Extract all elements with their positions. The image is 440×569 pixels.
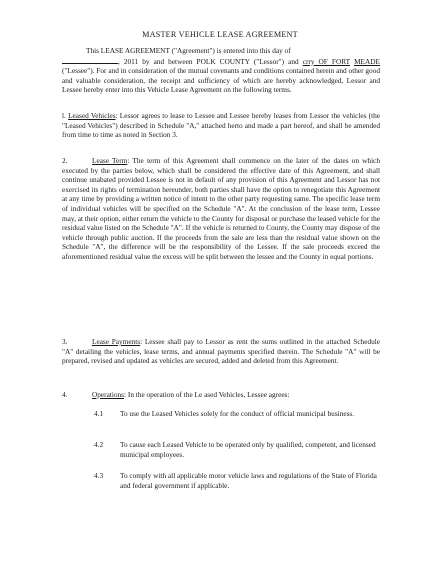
intro-text-2: , 2011 by and between POLK COUNTY ("Lessor") and — [118, 56, 299, 66]
lessee-city-line2: MEADE — [354, 56, 381, 66]
section-1-number: l. — [62, 111, 66, 120]
section-4-heading: Operations — [92, 390, 125, 399]
subsection-4-1-number: 4.1 — [94, 409, 104, 418]
section-1-heading: Leased Vehicles — [68, 111, 116, 120]
subsection-4-2-number: 4.2 — [94, 440, 104, 449]
section-4-text: : In the operation of the Le ased Vehicles, Lessee agrees: — [124, 390, 290, 399]
subsection-4-2-text: To cause each Leased Vehicle to be operated only by qualified, competent, and licensed municipal employees. — [120, 440, 376, 459]
section-2-heading: Lease Term — [92, 156, 128, 165]
section-4 — [62, 390, 380, 400]
section-2-text: : The term of this Agreement shall commence on the later of the dates on which executed by the parties below, which shall be considered the effective date of this Agreement, and shall continue unabated provided Lessee is not in default of any provision of this Agreement and Lessor has not exercised its rights of termination hereunder, both parties shall have the option to renegotiate this Agreement at any time by providing a written notice of intent to the other party requesting same. The specific lease term of individual vehicles will be specified on the Schedule "A". At the conclusion of the lease term, Lessee may, at their option, either return the vehicle to the County for disposal or purchase the leased vehicle for the residual value listed on the Schedule "A". If the vehicle is returned to County, the County may dispose of the vehicle through public auction. If the proceeds from the sale are less than the residual value shown on the Schedule "A", the difference will be the responsibility of the Lessee. If the sale proceeds exceed the aforementioned residual value the excess will be split between the lessee and the County in equal portions. — [62, 156, 380, 261]
subsection-4-3 — [94, 471, 380, 490]
intro-text-3: ("Lessee"). For and in consideration of the mutual covenants and conditions contained herein and other good and valuable consideration, the receipt and sufficiency of which are hereby acknowledged, Lessor and Lessee hereby enter into this Vehicle Lease Agreement on the following terms. — [62, 66, 380, 95]
subsection-4-3-text: To comply with all applicable motor vehicle laws and regulations of the State of Florida and federal government if applicable. — [120, 471, 377, 490]
date-blank-line — [62, 56, 118, 64]
intro-text-1: This LEASE AGREEMENT ("Agreement") is entered into this day of — [86, 46, 291, 55]
subsection-4-1 — [94, 409, 380, 419]
section-1 — [62, 111, 380, 140]
section-4-number: 4. — [62, 390, 68, 399]
intro-paragraph — [62, 46, 380, 95]
section-1-text: : Lessor agrees to lease to Lessee and Lessee hereby leases from Lessor the vehicles (the "Leased Vehicles") described in Schedule "A," attached herto and made a part hereof, and shall be amended from time to time as noted in Section 3. — [62, 111, 381, 140]
subsection-4-2 — [94, 440, 380, 459]
section-3-heading: Lease Payments — [92, 337, 141, 346]
section-2-number: 2. — [62, 156, 68, 165]
section-3 — [62, 337, 380, 366]
section-2 — [62, 156, 380, 262]
lessee-city-line1: crry OF FORT — [302, 56, 350, 66]
subsection-4-1-text: To use the Leased Vehicles solely for the conduct of official municipal business. — [120, 409, 355, 418]
section-3-number: 3. — [62, 337, 68, 346]
section-3-text: : Lessee shall pay to Lessor as rent the sums outlined in the attached Schedule "A" detailing the vehicles, lease terms, and annual payments specified therein. The Schedule "A" will be prepared, revised and updated as vehicles are secured, added and deleted from this Agreement. — [62, 337, 381, 366]
subsection-4-3-number: 4.3 — [94, 471, 104, 480]
document-title: MASTER VEHICLE LEASE AGREEMENT — [142, 30, 298, 39]
